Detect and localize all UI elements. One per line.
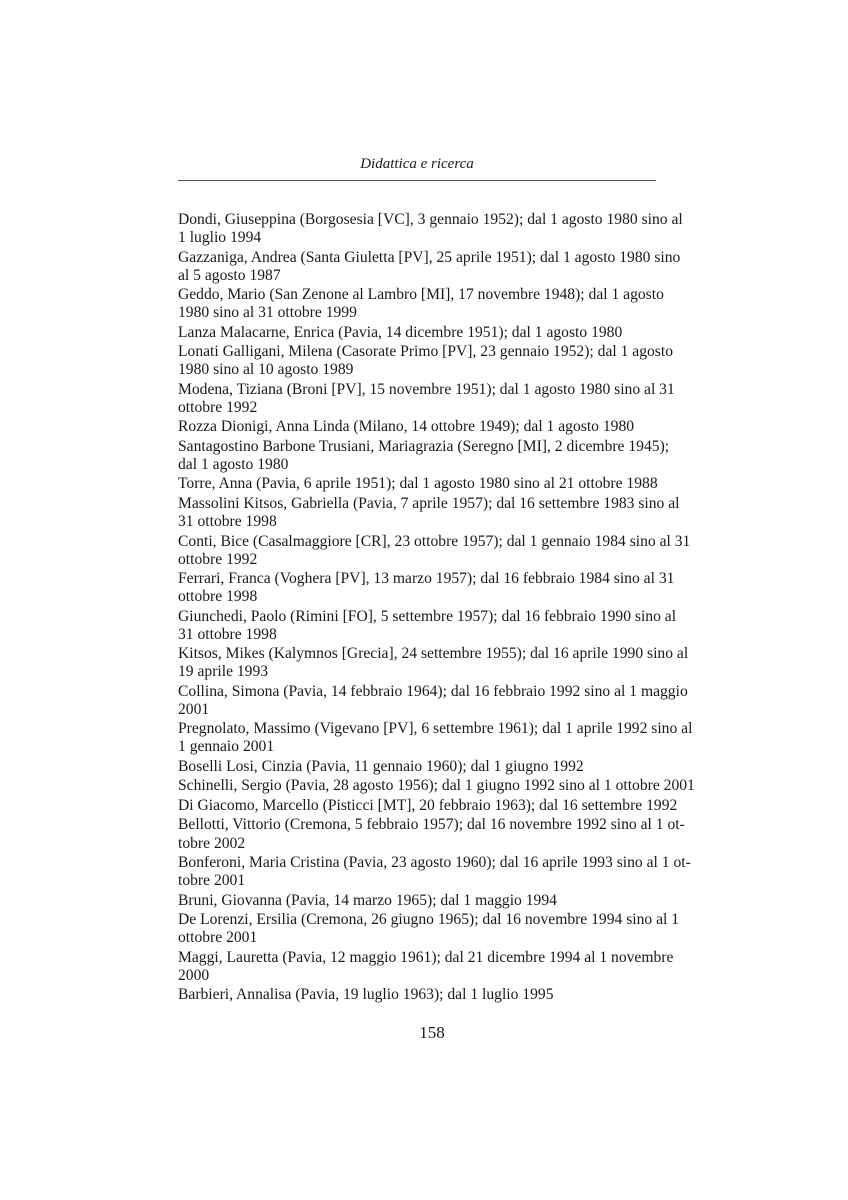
list-item [178, 475, 686, 493]
list-item-line: tobre 2002 [178, 834, 246, 852]
header-rule [178, 180, 656, 181]
list-item-line: 31 ottobre 1998 [178, 513, 277, 531]
list-item [178, 986, 686, 1004]
list-item-line: 2000 [178, 966, 210, 984]
list-item-line: Bruni, Giovanna (Pavia, 14 marzo 1965); dal 1 maggio 1994 [178, 891, 557, 909]
list-item-line: Modena, Tiziana (Broni [PV], 15 novembre 1951); dal 1 agosto 1980 sino al 31 [178, 380, 675, 398]
list-item [178, 645, 689, 681]
list-item-line: Collina, Simona (Pavia, 14 febbraio 1964); dal 16 febbraio 1992 sino al 1 maggio [178, 682, 688, 700]
list-item-line: Di Giacomo, Marcello (Pisticci [MT], 20 febbraio 1963); dal 16 settembre 1992 [178, 796, 678, 814]
list-item [178, 286, 686, 322]
list-item-line: ottobre 1992 [178, 398, 258, 416]
list-item [178, 892, 686, 910]
list-item-line: ottobre 2001 [178, 929, 258, 947]
list-item-line: Boselli Losi, Cinzia (Pavia, 11 gennaio 1960); dal 1 giugno 1992 [178, 757, 584, 775]
list-item-line: Lonati Galligani, Milena (Casorate Primo [PV], 23 gennaio 1952); dal 1 agosto [178, 343, 674, 361]
list-item [178, 532, 691, 569]
list-item-line: Torre, Anna (Pavia, 6 aprile 1951); dal 1 agosto 1980 sino al 21 ottobre 1988 [178, 475, 658, 493]
list-item-line: Lanza Malacarne, Enrica (Pavia, 14 dicembre 1951); dal 1 agosto 1980 [178, 323, 623, 341]
list-item-line: ottobre 1992 [178, 550, 258, 568]
list-item-line: Barbieri, Annalisa (Pavia, 19 luglio 1963); dal 1 luglio 1995 [178, 986, 554, 1004]
list-item [178, 720, 693, 756]
list-item-line: 1980 sino al 10 agosto 1989 [178, 361, 354, 379]
list-item [178, 949, 686, 985]
list-item-line: Dondi, Giuseppina (Borgosesia [VC], 3 gennaio 1952); dal 1 agosto 1980 sino al [178, 211, 683, 228]
list-item [178, 777, 695, 795]
list-item-line: al 5 agosto 1987 [178, 266, 281, 284]
page-number: 158 [419, 1023, 445, 1042]
list-item-line: 31 ottobre 1998 [178, 625, 277, 643]
list-item-line: Bonferoni, Maria Cristina (Pavia, 23 agosto 1960); dal 16 aprile 1993 sino al 1 ot- [178, 854, 691, 871]
list-item-line: Massolini Kitsos, Gabriella (Pavia, 7 aprile 1957); dal 16 settembre 1983 sino al [178, 494, 680, 512]
list-item-line: Santagostino Barbone Trusiani, Mariagrazia (Seregno [MI], 2 dicembre 1945); [178, 437, 670, 455]
list-item [178, 797, 686, 815]
list-item-line: ottobre 1998 [178, 588, 258, 606]
list-item-line: De Lorenzi, Ersilia (Cremona, 26 giugno 1965); dal 16 novembre 1994 sino al 1 [178, 911, 680, 929]
list-item-line: 1 luglio 1994 [178, 229, 262, 247]
list-item [178, 758, 686, 776]
list-item [178, 438, 686, 474]
list-item [178, 854, 691, 890]
list-item [178, 381, 686, 417]
list-item-line: Giunchedi, Paolo (Rimini [FO], 5 settembre 1957); dal 16 febbraio 1990 sino al [178, 607, 677, 625]
list-item-line: Ferrari, Franca (Voghera [PV], 13 marzo 1957); dal 16 febbraio 1984 sino al 31 [178, 570, 675, 588]
list-item-line: 19 aprile 1993 [178, 663, 269, 681]
list-item [178, 418, 686, 436]
list-item [178, 570, 686, 606]
list-item-line: Bellotti, Vittorio (Cremona, 5 febbraio 1957); dal 16 novembre 1992 sino al 1 ot- [178, 816, 685, 834]
list-item [178, 249, 686, 285]
list-item-line: Geddo, Mario (San Zenone al Lambro [MI], 17 novembre 1948); dal 1 agosto [178, 286, 664, 304]
list-item [178, 683, 686, 719]
list-item-line: Conti, Bice (Casalmaggiore [CR], 23 ottobre 1957); dal 1 gennaio 1984 sino al 31 [178, 532, 691, 550]
list-item-line: 1 gennaio 2001 [178, 738, 275, 756]
staff-list [178, 211, 695, 1006]
list-item [178, 324, 686, 342]
list-item-line: dal 1 agosto 1980 [178, 455, 289, 473]
list-item-line: Pregnolato, Massimo (Vigevano [PV], 6 settembre 1961); dal 1 aprile 1992 sino al [178, 720, 693, 738]
list-item [178, 211, 686, 247]
running-title: Didattica e ricerca [360, 156, 474, 172]
list-item-line: tobre 2001 [178, 872, 246, 890]
list-item-line: Maggi, Lauretta (Pavia, 12 maggio 1961); dal 21 dicembre 1994 al 1 novembre [178, 948, 674, 966]
list-item-line: Rozza Dionigi, Anna Linda (Milano, 14 ottobre 1949); dal 1 agosto 1980 [178, 418, 635, 436]
list-item [178, 911, 686, 947]
list-item-line: Schinelli, Sergio (Pavia, 28 agosto 1956); dal 1 giugno 1992 sino al 1 ottobre 2001 [178, 777, 695, 795]
list-item [178, 343, 686, 379]
list-item [178, 816, 686, 852]
list-item-line: Gazzaniga, Andrea (Santa Giuletta [PV], 25 aprile 1951); dal 1 agosto 1980 sino [178, 248, 681, 266]
list-item-line: 2001 [178, 700, 210, 718]
list-item-line: Kitsos, Mikes (Kalymnos [Grecia], 24 settembre 1955); dal 16 aprile 1990 sino al [178, 645, 689, 663]
list-item-line: 1980 sino al 31 ottobre 1999 [178, 304, 357, 322]
list-item [178, 495, 686, 531]
list-item [178, 608, 686, 644]
